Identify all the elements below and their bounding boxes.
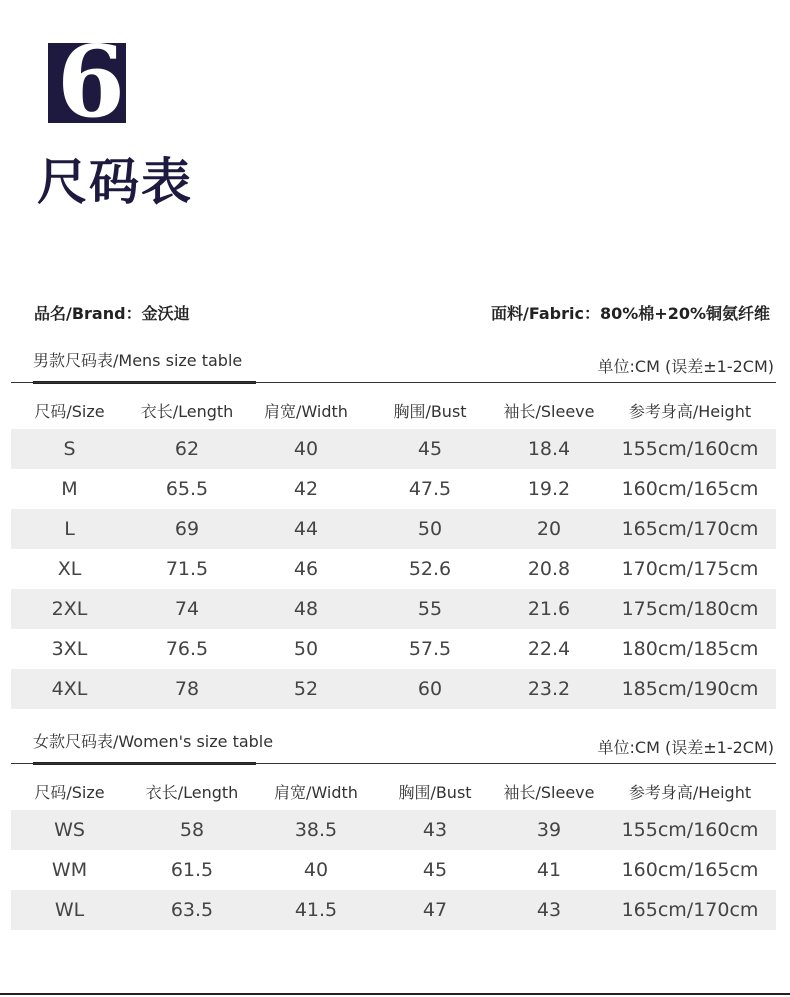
cell-bust: 45	[366, 429, 494, 469]
fabric-label: 面料/Fabric：80%棉+20%铜氨纤维	[491, 304, 770, 323]
womens-unit-note: 单位:CM (误差±1-2CM)	[597, 738, 774, 757]
col-header-height: 参考身高/Height	[628, 401, 752, 421]
table-row	[11, 589, 776, 629]
cell-height: 160cm/165cm	[621, 859, 759, 881]
col-header-sleeve: 袖长/Sleeve	[503, 782, 595, 802]
cell-length: 65.5	[165, 478, 209, 500]
mens-size-table	[11, 391, 776, 709]
cell-width: 41.5	[256, 890, 376, 930]
cell-length: 58	[128, 810, 256, 850]
table-row	[11, 509, 776, 549]
cell-length: 69	[128, 509, 246, 549]
bottom-divider	[0, 993, 790, 995]
cell-size: WM	[51, 859, 88, 881]
cell-length: 74	[128, 589, 246, 629]
cell-sleeve: 18.4	[494, 429, 604, 469]
cell-height: 160cm/165cm	[621, 478, 759, 500]
cell-width: 48	[246, 589, 366, 629]
cell-width: 40	[246, 429, 366, 469]
col-header-length: 衣长/Length	[145, 782, 239, 802]
col-header-size: 尺码/Size	[34, 782, 105, 802]
cell-sleeve: 39	[494, 810, 604, 850]
cell-height: 185cm/190cm	[604, 669, 776, 709]
cell-length: 71.5	[165, 558, 209, 580]
cell-height: 155cm/160cm	[604, 810, 776, 850]
cell-bust: 55	[366, 589, 494, 629]
cell-sleeve: 22.4	[527, 638, 571, 660]
col-header-sleeve: 袖长/Sleeve	[503, 401, 595, 421]
table-row	[11, 429, 776, 469]
table-row	[11, 669, 776, 709]
cell-sleeve: 43	[494, 890, 604, 930]
cell-bust: 47.5	[408, 478, 452, 500]
cell-width: 52	[246, 669, 366, 709]
cell-width: 44	[246, 509, 366, 549]
cell-length: 63.5	[128, 890, 256, 930]
cell-length: 62	[128, 429, 246, 469]
cell-height: 155cm/160cm	[604, 429, 776, 469]
cell-length: 61.5	[170, 859, 214, 881]
womens-table-title: 女款尺码表/Women's size table	[33, 732, 274, 751]
cell-height: 175cm/180cm	[604, 589, 776, 629]
cell-bust: 52.6	[408, 558, 452, 580]
cell-height: 165cm/170cm	[604, 890, 776, 930]
cell-bust: 60	[366, 669, 494, 709]
mens-header-row	[11, 391, 776, 429]
cell-size: WL	[11, 890, 128, 930]
cell-width: 38.5	[256, 810, 376, 850]
cell-sleeve: 19.2	[527, 478, 571, 500]
cell-height: 165cm/170cm	[604, 509, 776, 549]
cell-height: 170cm/175cm	[621, 558, 759, 580]
cell-bust: 47	[376, 890, 494, 930]
cell-length: 76.5	[165, 638, 209, 660]
cell-sleeve: 20	[494, 509, 604, 549]
cell-width: 42	[293, 478, 319, 500]
cell-size: L	[11, 509, 128, 549]
womens-size-table	[11, 772, 776, 930]
cell-height: 180cm/185cm	[621, 638, 759, 660]
cell-sleeve: 41	[536, 859, 562, 881]
cell-size: 4XL	[11, 669, 128, 709]
mens-table-title: 男款尺码表/Mens size table	[33, 351, 243, 370]
table-row	[11, 850, 776, 890]
section-number: 6	[56, 43, 126, 123]
cell-bust: 57.5	[408, 638, 452, 660]
cell-width: 46	[293, 558, 319, 580]
cell-size: WS	[11, 810, 128, 850]
page-title: 尺码表	[37, 153, 193, 211]
cell-width: 50	[293, 638, 319, 660]
cell-size: M	[61, 478, 78, 500]
table-row	[11, 469, 776, 509]
cell-size: S	[11, 429, 128, 469]
col-header-bust: 胸围/Bust	[393, 401, 467, 421]
cell-bust: 50	[366, 509, 494, 549]
brand-label: 品名/Brand：金沃迪	[34, 304, 190, 323]
cell-size: 3XL	[51, 638, 88, 660]
col-header-height: 参考身高/Height	[628, 782, 752, 802]
cell-bust: 43	[376, 810, 494, 850]
cell-sleeve: 23.2	[494, 669, 604, 709]
col-header-length: 衣长/Length	[140, 401, 234, 421]
table-row	[11, 629, 776, 669]
section-number-badge	[48, 43, 126, 123]
cell-bust: 45	[422, 859, 448, 881]
cell-size: 2XL	[11, 589, 128, 629]
cell-sleeve: 20.8	[527, 558, 571, 580]
cell-size: XL	[57, 558, 82, 580]
cell-width: 40	[303, 859, 329, 881]
womens-divider	[11, 763, 776, 764]
cell-length: 78	[128, 669, 246, 709]
cell-sleeve: 21.6	[494, 589, 604, 629]
womens-header-row	[11, 772, 776, 810]
mens-divider	[11, 382, 776, 383]
mens-unit-note: 单位:CM (误差±1-2CM)	[597, 357, 774, 376]
col-header-size: 尺码/Size	[34, 401, 105, 421]
table-row	[11, 549, 776, 589]
table-row	[11, 890, 776, 930]
col-header-bust: 胸围/Bust	[398, 782, 472, 802]
col-header-width: 肩宽/Width	[274, 782, 358, 802]
table-row	[11, 810, 776, 850]
col-header-width: 肩宽/Width	[264, 401, 348, 421]
